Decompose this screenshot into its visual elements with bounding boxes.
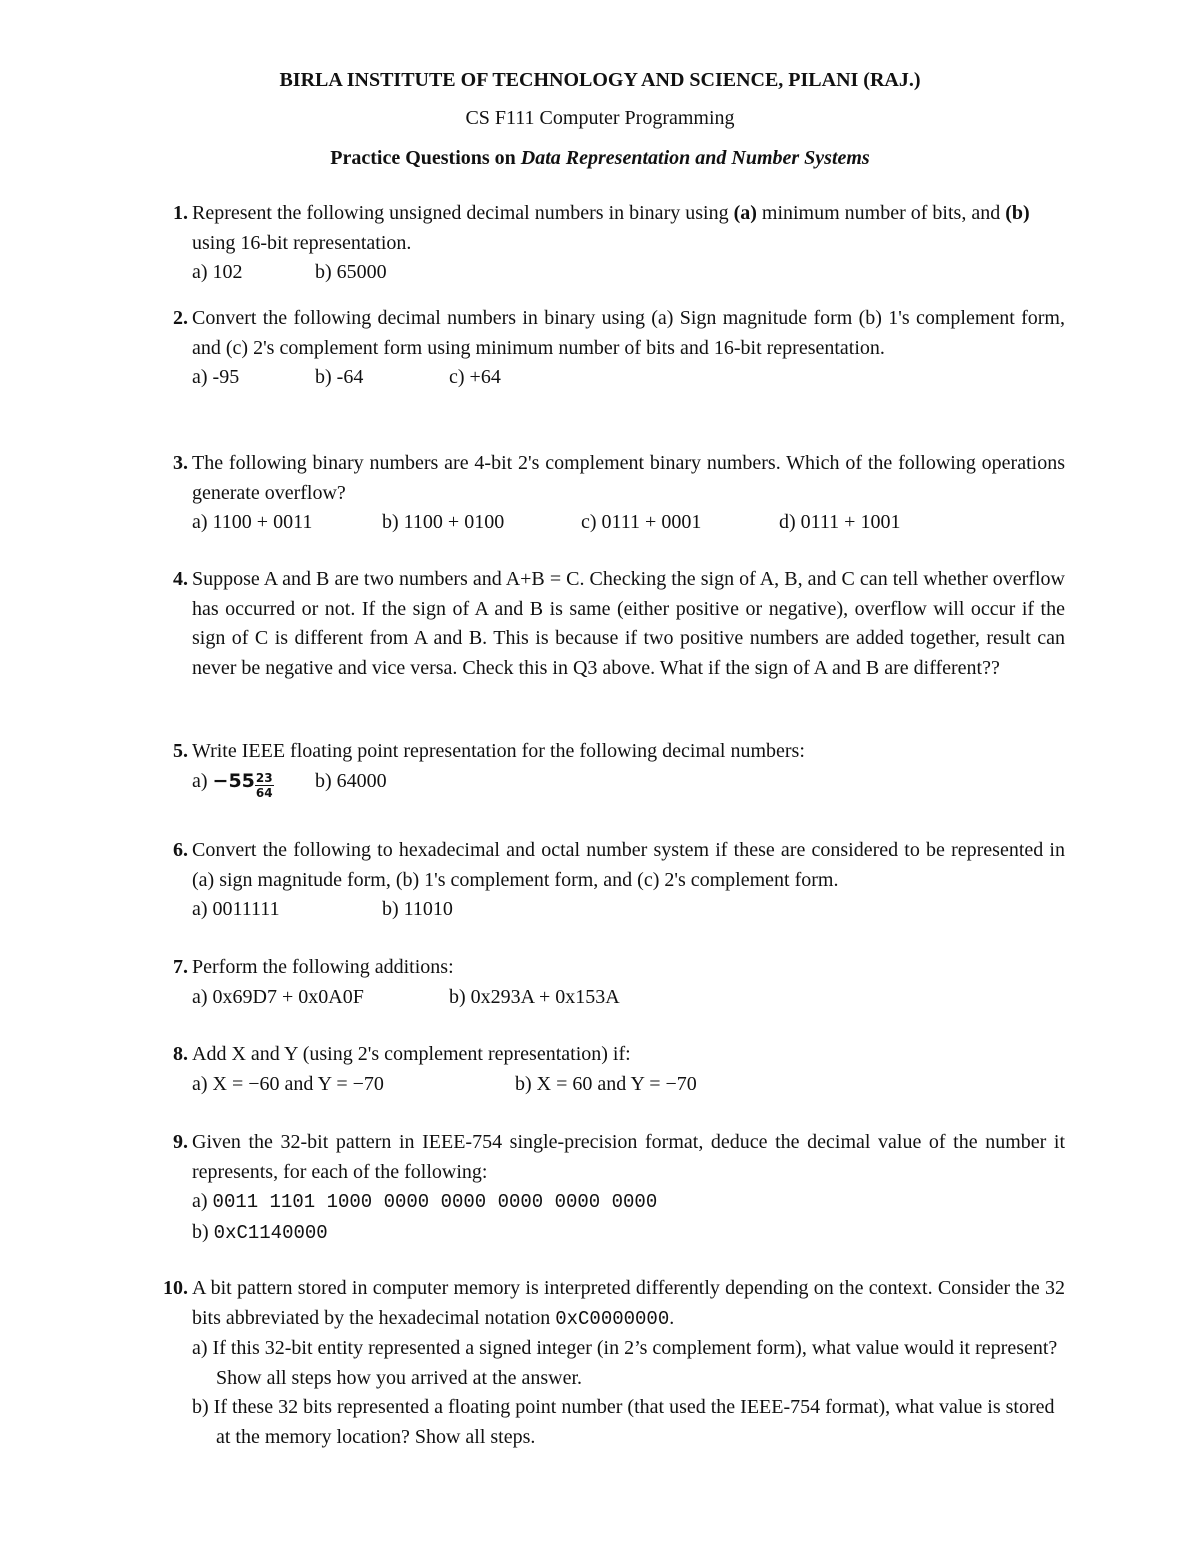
question-number: 4. xyxy=(173,568,188,590)
question-9 xyxy=(173,1128,1065,1248)
question-text: Perform the following additions: xyxy=(192,956,454,978)
question-3 xyxy=(173,449,1065,538)
question-number: 10. xyxy=(163,1277,188,1299)
question-number: 6. xyxy=(173,839,188,861)
page-title xyxy=(0,144,1200,174)
question-number: 2. xyxy=(173,307,188,329)
option-c: c) 0111 + 0001 xyxy=(581,511,702,533)
option-label: b) xyxy=(192,1220,214,1243)
options-row xyxy=(192,508,1065,538)
option-a: a) 0011111 xyxy=(192,898,280,920)
question-text: Suppose A and B are two numbers and A+B = C. Checking the sign of A, B, and C can tell whether overflow has occurred or not. If the sign of A and B is same (either positive or negative), overflow will occur if the sign of C is different from A and B. This is because if two positive numbers are added together, result can never be negative and vice versa. Check this in Q3 above. What if the sign of A and B are different?? xyxy=(192,568,1065,679)
fraction-denominator: 64 xyxy=(255,786,273,801)
question-number: 3. xyxy=(173,452,188,474)
option-c: c) +64 xyxy=(449,366,501,388)
question-text: Convert the following decimal numbers in binary using (a) Sign magnitude form (b) 1's complement form, and (c) 2's complement form using minimum number of bits and 16-bit representation. xyxy=(192,307,1065,359)
question-text xyxy=(192,1274,1065,1334)
title-topic: Data Representation and Number Systems xyxy=(520,147,870,169)
option-a: a) 0x69D7 + 0x0A0F xyxy=(192,985,364,1008)
options-row xyxy=(192,258,1065,288)
option-b: b) -64 xyxy=(315,366,364,388)
course-title: CS F111 Computer Programming xyxy=(465,107,735,129)
hex-value: 0xC0000000 xyxy=(555,1307,670,1330)
bit-pattern-b xyxy=(192,1218,1065,1249)
text-run: Represent the following unsigned decimal numbers in binary using xyxy=(192,202,734,224)
option-a xyxy=(192,767,274,801)
option-a: a) 1100 + 0011 xyxy=(192,511,313,533)
option-a: a) -95 xyxy=(192,366,240,388)
question-text: Write IEEE floating point representation for the following decimal numbers: xyxy=(192,740,805,762)
question-text: Given the 32-bit pattern in IEEE-754 single-precision format, deduce the decimal value of the number it represents, for each of the following: xyxy=(192,1131,1065,1183)
options-row xyxy=(192,767,1065,811)
option-b: b) 11010 xyxy=(382,898,453,920)
fraction-numerator: 23 xyxy=(255,771,273,786)
question-5 xyxy=(173,737,1065,811)
question-number: 5. xyxy=(173,740,188,762)
text-run: minimum number of bits, and xyxy=(756,202,1006,224)
text-run: using 16-bit representation. xyxy=(192,231,412,254)
options-row xyxy=(192,895,1065,925)
sub-question-b: b) If these 32 bits represented a floating point number (that used the IEEE-754 format), what value is stored at the memory location? Show all steps. xyxy=(192,1396,1055,1448)
fraction xyxy=(255,771,274,800)
option-label: a) xyxy=(192,1190,213,1212)
options-row xyxy=(192,363,1065,393)
bold-label: (a) xyxy=(733,202,757,224)
question-text: Convert the following to hexadecimal and octal number system if these are considered to be represented in (a) sign magnitude form, (b) 1's complement form, and (c) 2's complement form. xyxy=(192,839,1065,891)
option-b: b) 64000 xyxy=(315,769,387,792)
option-b: b) 1100 + 0100 xyxy=(382,511,505,533)
question-4 xyxy=(173,565,1065,683)
bit-pattern-a xyxy=(192,1187,1065,1218)
title-prefix: Practice Questions on xyxy=(330,147,521,169)
question-number: 7. xyxy=(173,956,188,978)
question-2 xyxy=(173,304,1065,393)
bit-pattern-value: 0011 1101 1000 0000 0000 0000 0000 0000 xyxy=(212,1191,658,1213)
question-text: Add X and Y (using 2's complement representation) if: xyxy=(192,1043,631,1065)
question-number: 8. xyxy=(173,1043,188,1065)
question-1 xyxy=(173,199,1065,288)
question-number: 1. xyxy=(173,202,188,224)
sub-question-a: a) If this 32-bit entity represented a signed integer (in 2’s complement form), what value would it represent? Show all steps how you arrived at the answer. xyxy=(192,1337,1058,1389)
bold-label: (b) xyxy=(1005,202,1030,224)
question-8 xyxy=(173,1040,1065,1099)
option-a: a) 102 xyxy=(192,261,243,283)
options-row xyxy=(192,1070,1065,1100)
option-d: d) 0111 + 1001 xyxy=(779,511,901,533)
question-number: 9. xyxy=(173,1131,188,1153)
question-7 xyxy=(173,953,1065,1012)
option-a: a) X = −60 and Y = −70 xyxy=(192,1072,384,1095)
question-10 xyxy=(163,1274,1065,1452)
question-text: The following binary numbers are 4-bit 2's complement binary numbers. Which of the following operations generate overflow? xyxy=(192,452,1065,504)
option-b: b) X = 60 and Y = −70 xyxy=(515,1072,697,1095)
hex-value: 0xC1140000 xyxy=(213,1221,328,1244)
institute-name: BIRLA INSTITUTE OF TECHNOLOGY AND SCIENCE, PILANI (RAJ.) xyxy=(279,69,921,91)
option-b: b) 0x293A + 0x153A xyxy=(449,985,620,1008)
options-row xyxy=(192,983,1065,1013)
question-text xyxy=(192,199,1065,258)
question-6 xyxy=(173,836,1065,925)
text-run: A bit pattern stored in computer memory is interpreted differently depending on the context. Consider the 32 bits abbreviated by the hexadecimal notation xyxy=(192,1277,1065,1329)
option-b: b) 65000 xyxy=(315,261,387,283)
text-run: . xyxy=(669,1306,675,1329)
option-label: a) xyxy=(192,769,213,792)
mixed-number-whole: −55 xyxy=(212,769,255,792)
